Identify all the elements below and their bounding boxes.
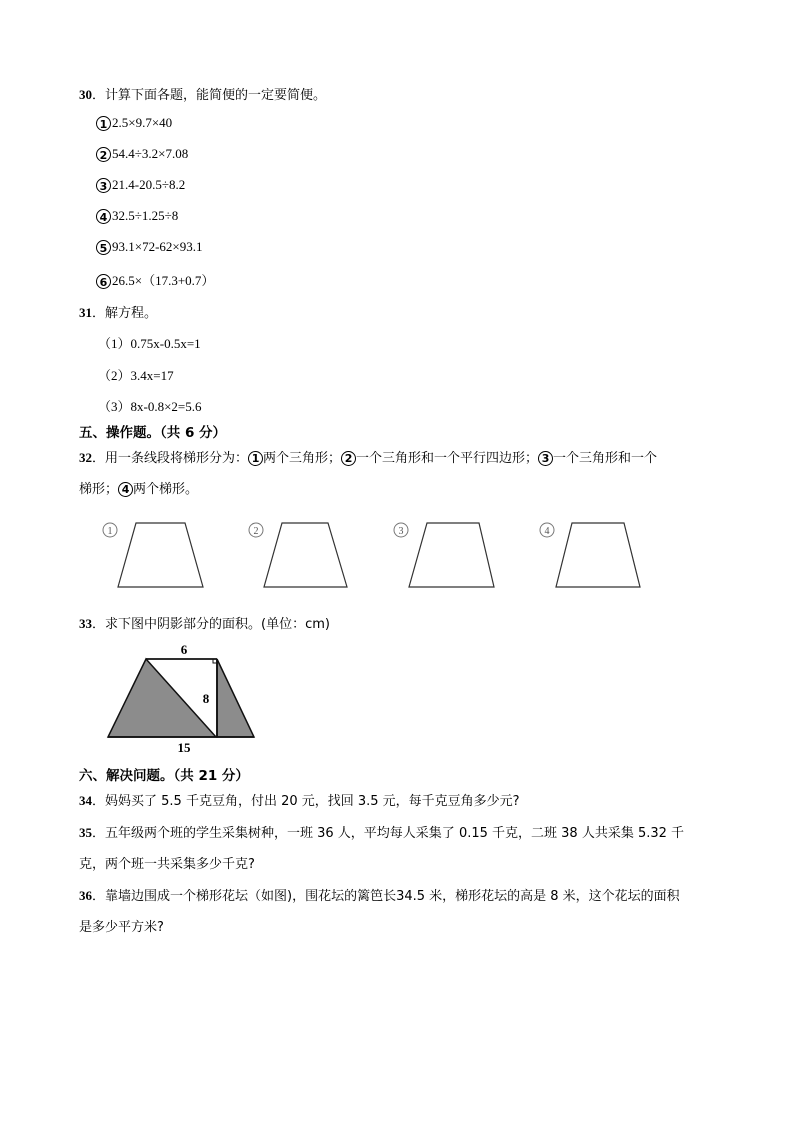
question-text: ．计算下面各题，能简便的一定要简便。: [92, 88, 327, 103]
shaded-left-triangle: [108, 659, 216, 737]
q30-item-2: [96, 146, 188, 162]
question-text: ．用一条线段将梯形分为：: [92, 451, 249, 466]
option-text: 一个三角形和一个: [553, 451, 658, 466]
question-number: 31: [79, 305, 92, 320]
expression: 93.1×72-62×93.1: [112, 239, 203, 254]
section-6-heading: 六、解决问题。（共 21 分）: [79, 768, 249, 784]
circled-number: 2: [341, 451, 356, 466]
q31-equation-3: （3）8x-0.8×2=5.6: [98, 399, 202, 414]
figure-label: 3: [398, 526, 404, 537]
circled-number: 2: [96, 147, 111, 162]
trapezoid-shape: [118, 523, 203, 587]
height-label: 8: [202, 691, 210, 706]
option-text: 两个三角形；: [263, 451, 342, 466]
circled-number: 3: [538, 451, 553, 466]
question-number: 32: [79, 450, 92, 465]
bottom-length-label: 15: [177, 740, 191, 755]
q30-item-1: [96, 115, 172, 131]
shaded-trapezoid-figure: [100, 640, 265, 758]
question-31: [79, 302, 157, 321]
circled-number: 6: [96, 274, 111, 289]
trapezoid-shape: [409, 523, 494, 587]
question-36-line-1: [79, 885, 680, 904]
figure-label: 2: [253, 526, 259, 537]
question-number: 30: [79, 87, 92, 102]
figure-label: 1: [107, 526, 113, 537]
trapezoid-figure-1: [103, 523, 203, 587]
question-number: 34: [79, 793, 92, 808]
shaded-right-triangle: [217, 659, 254, 737]
question-30: [79, 84, 326, 103]
trapezoid-shape: [556, 523, 640, 587]
expression: 54.4÷3.2×7.08: [112, 146, 189, 161]
q30-item-4: [96, 208, 178, 224]
question-35-line-1: [79, 822, 684, 841]
top-length-label: 6: [180, 642, 188, 657]
q31-equation-1: （1）0.75x-0.5x=1: [98, 336, 201, 351]
trapezoid-figures: [96, 515, 656, 595]
q30-item-5: [96, 239, 203, 255]
question-text: ．解方程。: [92, 306, 158, 321]
q30-item-6: [96, 270, 214, 289]
expression: 2.5×9.7×40: [112, 115, 173, 130]
figure-label: 4: [544, 526, 550, 537]
question-33: [79, 613, 330, 632]
q30-item-3: [96, 177, 185, 193]
question-34: [79, 790, 520, 809]
circled-number: 1: [248, 451, 263, 466]
question-text: ．靠墙边围成一个梯形花坛（如图)，围花坛的篱笆长34.5 米，梯形花坛的高是 8 米，这个花坛的面积: [92, 889, 680, 904]
question-number: 33: [79, 616, 92, 631]
question-36-line-2: 是多少平方米?: [79, 920, 164, 935]
question-32-line-1: [79, 447, 657, 466]
question-number: 35: [79, 825, 92, 840]
q31-equation-2: （2）3.4x=17: [98, 368, 174, 383]
expression: 32.5÷1.25÷8: [112, 208, 179, 223]
question-number: 36: [79, 888, 92, 903]
option-text: 两个梯形。: [133, 482, 199, 497]
circled-number: 4: [118, 482, 133, 497]
trapezoid-shape: [264, 523, 347, 587]
circled-number: 1: [96, 116, 111, 131]
section-5-heading: 五、操作题。（共 6 分）: [79, 425, 227, 441]
question-text: ．五年级两个班的学生采集树种，一班 36 人，平均每人采集了 0.15 千克，二班 38 人共采集 5.32 千: [92, 826, 685, 841]
trapezoid-figure-4: [540, 523, 640, 587]
trapezoid-figure-3: [394, 523, 494, 587]
circled-number: 3: [96, 178, 111, 193]
trapezoid-figure-2: [249, 523, 347, 587]
question-text: ．妈妈买了 5.5 千克豆角，付出 20 元，找回 3.5 元，每千克豆角多少元?: [92, 794, 520, 809]
circled-number: 4: [96, 209, 111, 224]
question-32-line-2: [79, 478, 198, 497]
expression: 26.5×（17.3+0.7）: [112, 273, 215, 288]
question-35-line-2: 克，两个班一共采集多少千克?: [79, 857, 255, 872]
expression: 21.4-20.5÷8.2: [112, 177, 186, 192]
question-text: ．求下图中阴影部分的面积。(单位：cm): [92, 617, 330, 632]
circled-number: 5: [96, 240, 111, 255]
option-text: 一个三角形和一个平行四边形；: [356, 451, 539, 466]
question-text: 梯形；: [79, 482, 119, 497]
